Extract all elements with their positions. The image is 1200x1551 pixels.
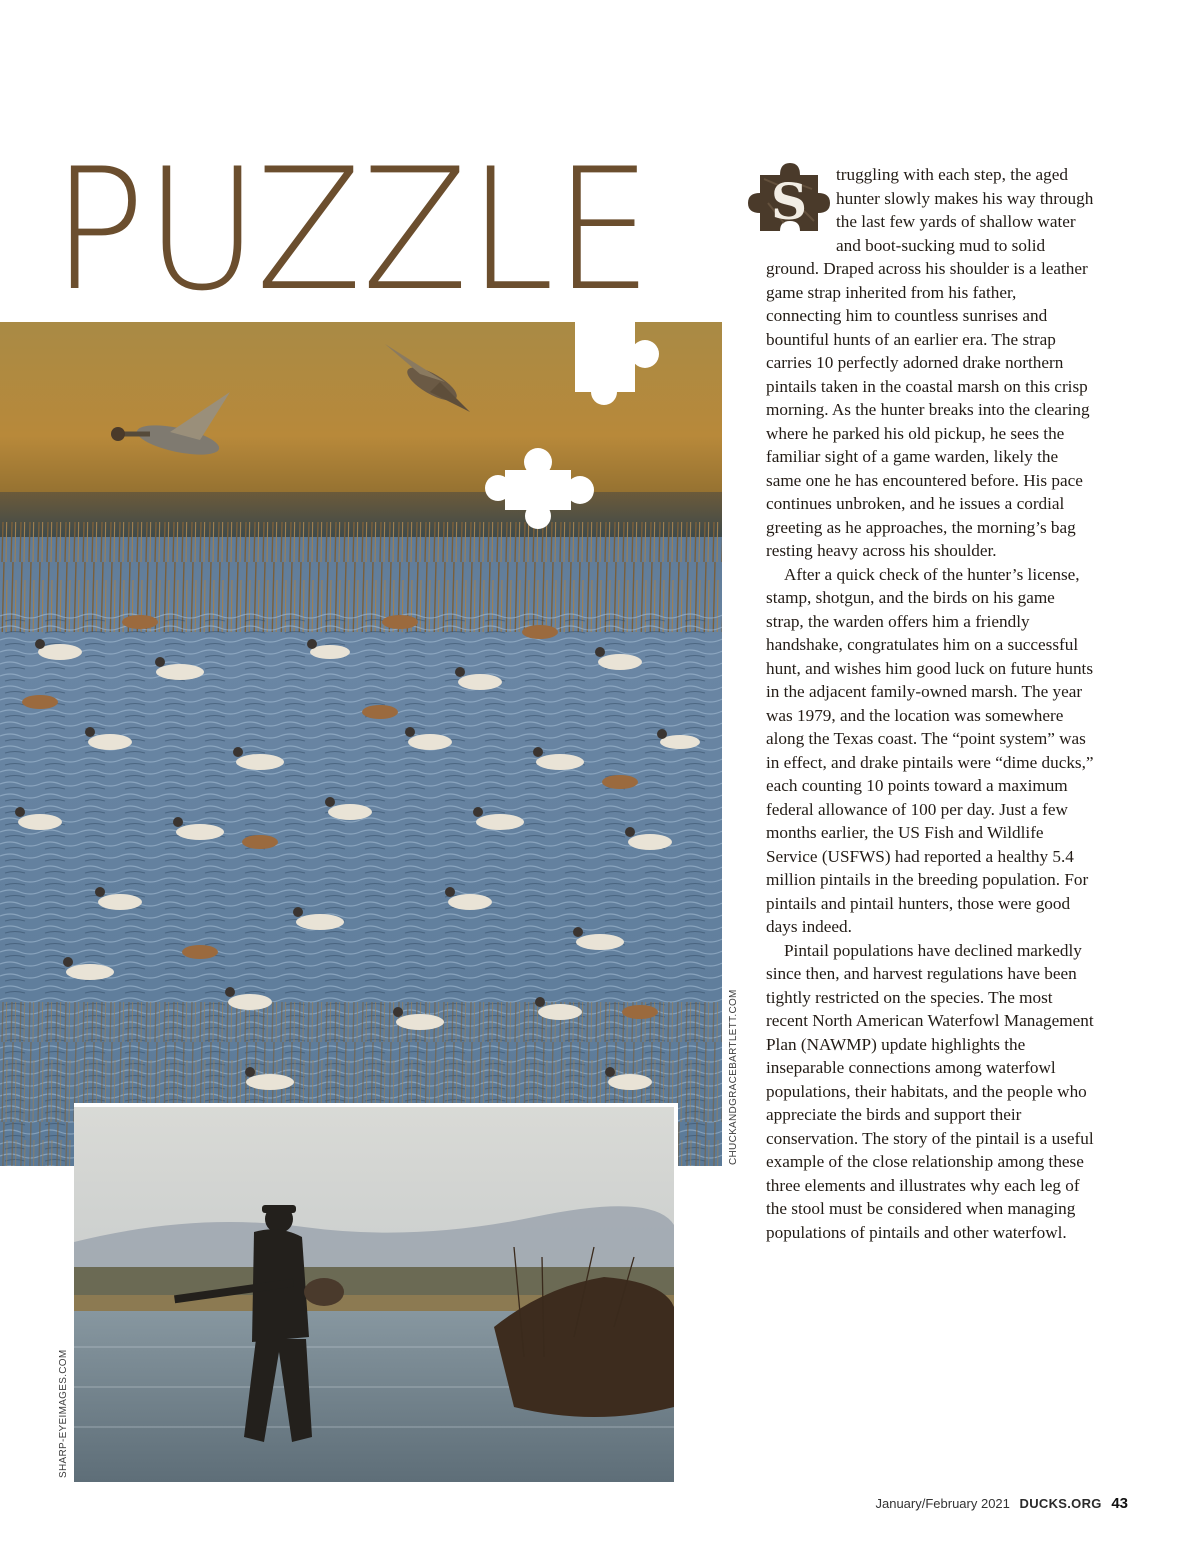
paragraph-3: Pintail populations have declined markedly since then, and harvest regulations have been tightly restricted on the species. The most recent North American Waterfowl Management Plan (NAWMP) update highlights the inseparable connections among waterfowl populations, their habitats, and the people who appreciate the birds and support their conservation. The story of the pintail is a useful example of the close relationship among these three elements and illustrates why each leg of the stool must be considered when managing populations of pintails and other waterfowl.	[766, 940, 1094, 1242]
magazine-brand: DUCKS.ORG	[1019, 1496, 1102, 1511]
pintail-marsh-photo	[0, 322, 722, 1166]
main-photo-credit: CHUCKANDGRACEBARTLETT.COM	[728, 989, 739, 1165]
page-footer	[875, 1495, 1128, 1512]
hunter-photo-credit: SHARP-EYEIMAGES.COM	[58, 1349, 69, 1478]
hunter-photo	[74, 1103, 678, 1482]
article-body	[766, 163, 1096, 1244]
page-title	[52, 150, 662, 300]
dropcap-letter: S	[770, 172, 808, 231]
dropcap-puzzle-piece	[740, 163, 832, 235]
paragraph-2: After a quick check of the hunter’s license, stamp, shotgun, and the birds on his game strap, the warden offers him a friendly handshake, congratulates him on a successful hunt, and wishes him good luck on future hunts in the adjacent family-owned marsh. The year was 1979, and the location was somewhere along the Texas coast. The “point system” was in effect, and drake pintails were “dime ducks,” each counting 10 points toward a maximum federal allowance of 100 per day. Just a few months earlier, the US Fish and Wildlife Service (USFWS) had reported a healthy 5.4 million pintails in the breeding population. For pintails and pintail hunters, those were good days indeed.	[766, 564, 1094, 936]
issue-date: January/February 2021	[875, 1496, 1010, 1511]
paragraph-1: truggling with each step, the aged hunter slowly makes his way through the last few yards of shallow water and boot-sucking mud to solid ground. Draped across his shoulder is a leather game strap inherited from his father, connecting him to countless sunrises and bountiful hunts of an earlier era. The strap carries 10 perfectly adorned drake northern pintails taken in the coastal marsh on this crisp morning. As the hunter breaks into the clearing where he parked his old pickup, he sees the familiar sight of a game warden, likely the same one he has encountered before. His pace continues unbroken, and he issues a cordial greeting as he approaches, the morning’s bag resting heavy across his shoulder.	[766, 165, 1094, 560]
page-number: 43	[1111, 1495, 1128, 1512]
title-text: PUZZLE	[52, 150, 652, 300]
